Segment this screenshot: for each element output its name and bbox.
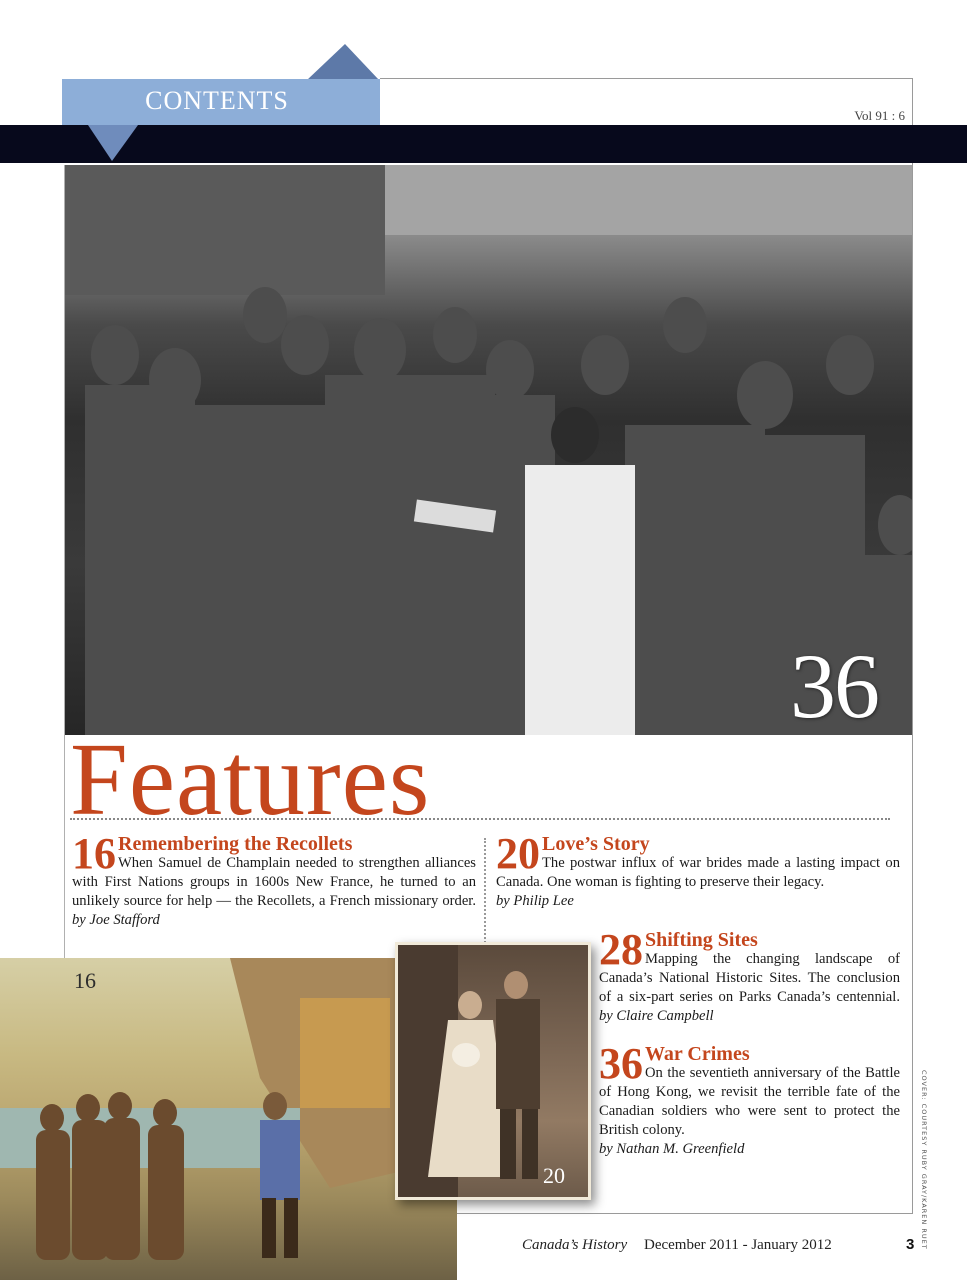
wedding-photo-icon	[398, 945, 588, 1197]
article-title[interactable]: War Crimes	[645, 1043, 750, 1065]
painting-page-ref: 16	[74, 968, 96, 993]
header-navy-bar	[0, 125, 967, 163]
article-byline: by Joe Stafford	[72, 912, 160, 928]
photo-buildings	[385, 165, 912, 235]
tab-ribbon-fold-bottom	[88, 125, 138, 161]
article-body: Mapping the changing landscape of Canada’s National Historic Sites. The conclusion of a six-part series on Parks Canada’s centennial.	[599, 951, 900, 1005]
frame-bottom-rule	[455, 1213, 913, 1214]
article-byline: by Philip Lee	[496, 893, 574, 909]
recollets-painting	[0, 958, 457, 1280]
article-title[interactable]: Love’s Story	[542, 833, 650, 855]
painting-icon	[0, 958, 457, 1280]
footer-magazine: Canada’s History	[522, 1237, 628, 1253]
article-28[interactable]	[599, 925, 900, 1026]
photo-garden	[65, 165, 385, 295]
photo-groom	[496, 971, 540, 1179]
article-byline: by Nathan M. Greenfield	[599, 1141, 745, 1157]
article-title[interactable]: Shifting Sites	[645, 929, 758, 951]
article-number: 20	[496, 829, 540, 878]
article-16[interactable]	[72, 829, 476, 930]
features-title: Features	[70, 722, 431, 837]
hero-page-ref: 36	[790, 635, 878, 737]
frame-top-rule	[380, 78, 912, 79]
article-36[interactable]	[599, 1039, 900, 1159]
cover-credit: COVER: COURTESY RUBY GRAY/KAREN RUET	[920, 1070, 928, 1250]
volume-number: Vol 91 : 6	[854, 108, 905, 123]
footer-date: December 2011 - January 2012	[644, 1237, 832, 1253]
wedding-page-ref: 20	[543, 1163, 565, 1188]
painting-fort	[300, 998, 390, 1108]
frame-right-rule	[912, 78, 913, 1213]
wedding-photo	[395, 942, 591, 1200]
article-20[interactable]	[496, 829, 900, 911]
hero-photo	[65, 165, 912, 735]
photo-crowd	[85, 287, 912, 735]
article-title[interactable]: Remembering the Recollets	[118, 833, 353, 855]
dotted-rule	[70, 818, 890, 820]
tab-ribbon-fold-top	[307, 44, 379, 80]
section-label: CONTENTS	[145, 86, 289, 115]
article-body: On the seventieth anniversary of the Battle of Hong Kong, we revisit the terrible fate of the Canadian soldiers who were sent to protect the British colony.	[599, 1065, 900, 1138]
photo-icon	[65, 165, 912, 735]
article-body: The postwar influx of war brides made a lasting impact on Canada. One woman is fighting to preserve their legacy.	[496, 855, 900, 890]
article-number: 36	[599, 1039, 643, 1088]
article-number: 16	[72, 829, 116, 878]
article-byline: by Claire Campbell	[599, 1008, 714, 1024]
article-number: 28	[599, 925, 643, 974]
article-body: When Samuel de Champlain needed to strengthen alliances with First Nations groups in 1600s New France, he turned to an unlikely source for help — the Recollets, a French missionary order.	[72, 855, 476, 909]
footer-page-number: 3	[906, 1236, 915, 1253]
